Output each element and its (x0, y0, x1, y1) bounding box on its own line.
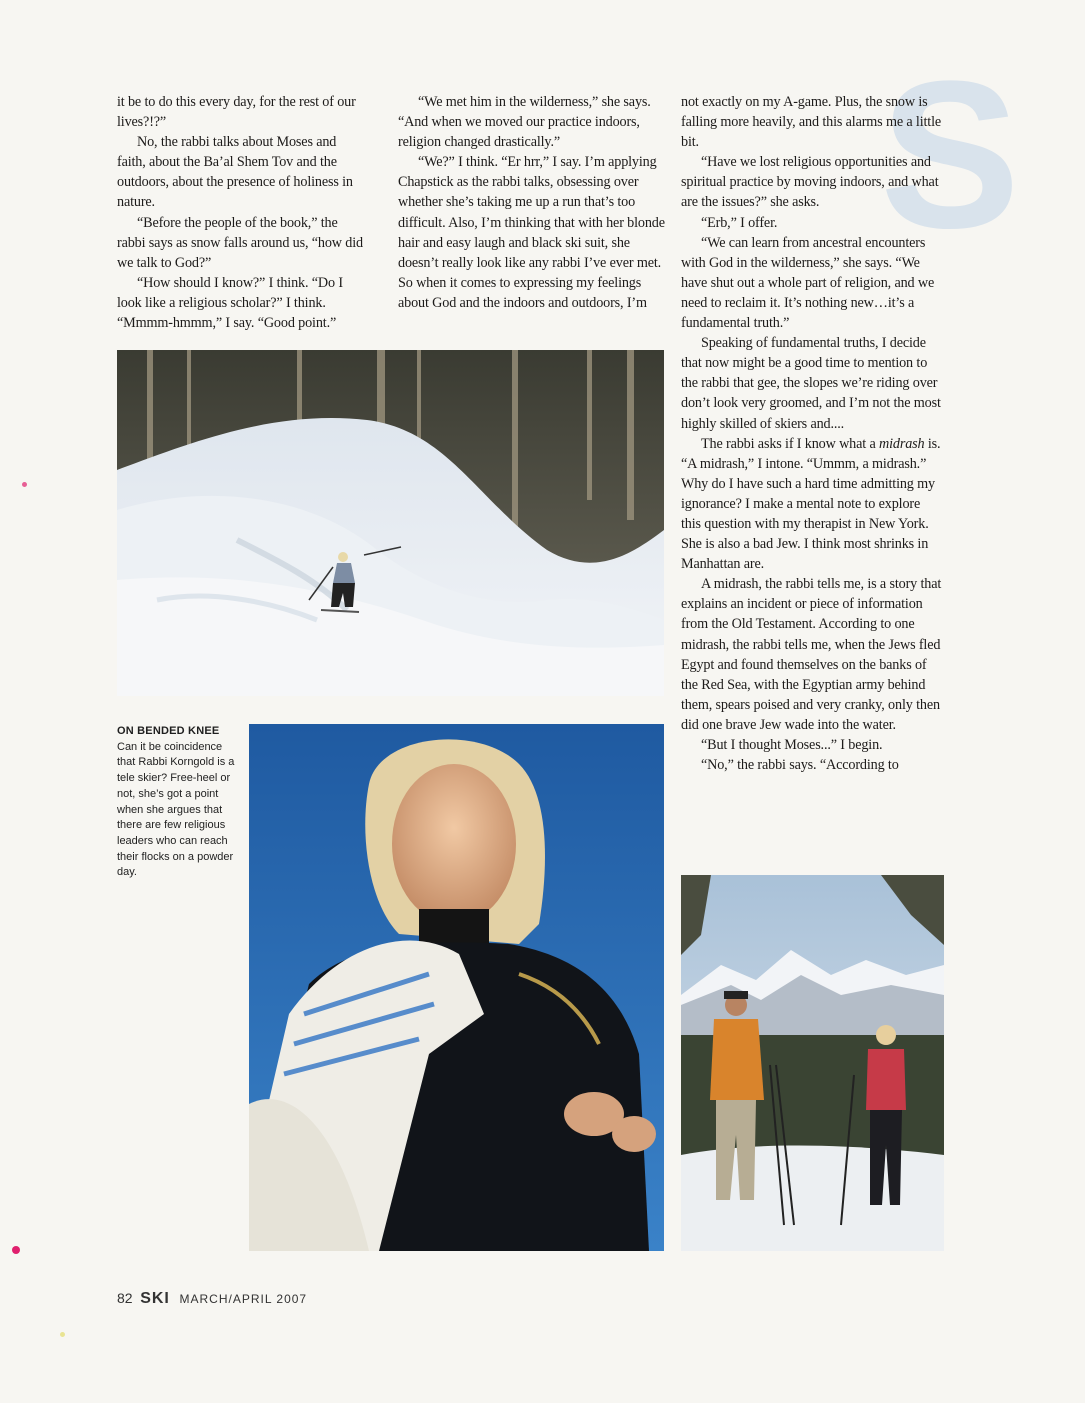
paragraph: A midrash, the rabbi tells me, is a story that explains an incident or piece of information from the Old Testament. According to one midrash, the rabbi tells me, when the Jews fled Egypt and found themselves on the banks of the Red Sea, with the Egyptian army behind them, spears poised and very cranky, only then did one brave Jew wade into the water. (681, 576, 942, 733)
print-mark (12, 1246, 20, 1254)
photo-skier-glade (117, 350, 664, 696)
photo-skiers-summit (681, 875, 944, 1251)
text-column-1 (117, 92, 367, 333)
paragraph: “Have we lost religious opportunities and spiritual practice by moving indoors, and what are the issues?” she asks. (681, 154, 939, 211)
print-mark (22, 482, 27, 487)
paragraph: “How should I know?” I think. “Do I look like a religious scholar?” I think. “Mmmm-hmmm,” I say. “Good point.” (117, 274, 343, 332)
paragraph: No, the rabbi talks about Moses and faith, about the Ba’al Shem Tov and the outdoors, about the presence of holiness in nature. (117, 134, 353, 211)
paragraph: “We?” I think. “Er hrr,” I say. I’m applying Chapstick as the rabbi talks, obsessing over whether she’s taking me up a run that’s too difficult. Also, I’m thinking that with her blonde hair and easy laugh and black ski suit, she doesn’t really look like any rabbi I’ve ever met. So when it comes to expressing my feelings about God and the indoors and outdoors, I’m (398, 154, 665, 311)
paragraph: “We met him in the wilderness,” she says. “And when we moved our practice indoors, religion changed drastically.” (398, 94, 651, 151)
magazine-name: SKI (140, 1290, 170, 1307)
paragraph: “Erb,” I offer. (701, 214, 778, 231)
photo-rabbi-portrait (249, 724, 664, 1251)
issue-date: MARCH/APRIL 2007 (179, 1292, 308, 1306)
text-run: The rabbi asks if I know what a (701, 435, 880, 452)
italic-term: midrash (879, 435, 925, 452)
print-mark (60, 1332, 65, 1337)
page-footer (117, 1290, 307, 1308)
paragraph (681, 434, 943, 575)
paragraph: not exactly on my A-game. Plus, the snow is falling more heavily, and this alarms me a little bit. (681, 94, 942, 151)
text-run: is. “A midrash,” I intone. “Ummm, a midrash.” Why do I have such a hard time admitting my ignorance? I make a mental note to explore this question with my therapist in New York. She is also a bad Jew. I think most shrinks in Manhattan are. (681, 435, 941, 573)
photo-caption (117, 724, 243, 881)
caption-title: ON BENDED KNEE (117, 725, 220, 737)
caption-body: Can it be coincidence that Rabbi Korngold is a tele skier? Free-heel or not, she’s got a point when she argues that there are few religious leaders who can reach their flocks on a powder day. (117, 740, 235, 879)
text-column-3 (681, 92, 943, 775)
page-number: 82 (117, 1290, 133, 1306)
paragraph: it be to do this every day, for the rest of our lives?!?” (117, 94, 356, 131)
paragraph: “Before the people of the book,” the rabbi says as snow falls around us, “how did we talk to God?” (117, 214, 363, 271)
paragraph: Speaking of fundamental truths, I decide that now might be a good time to mention to the rabbi that gee, the slopes we’re riding over don’t look very groomed, and I’m not the most highly skilled of skiers and.... (681, 335, 941, 432)
paragraph: “But I thought Moses...” I begin. (701, 737, 883, 753)
paragraph: “No,” the rabbi says. “According to (701, 757, 899, 774)
text-column-2 (398, 92, 666, 313)
paragraph: “We can learn from ancestral encounters with God in the wilderness,” she says. “We have shut out a whole part of religion, and we need to reclaim it. It’s nothing new…it’s a fundamental truth.” (681, 234, 935, 332)
decorative-drop-letter: S (880, 37, 1021, 272)
reverse-page-bleed (120, 930, 250, 1260)
